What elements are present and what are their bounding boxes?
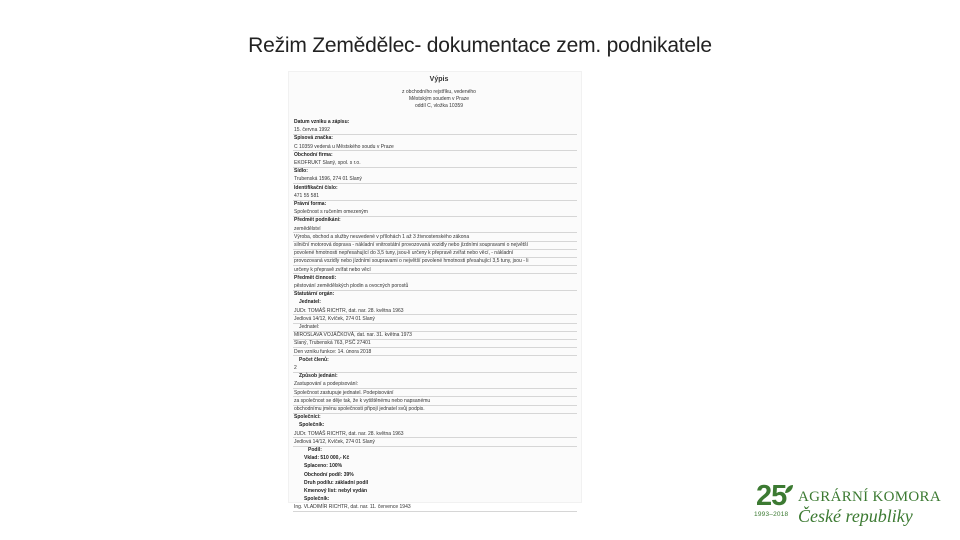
document-field-value: Společnost s ručením omezeným <box>294 209 368 216</box>
logo-name-line1: AGRÁRNÍ KOMORA <box>798 489 941 505</box>
logo-name-line2: České republiky <box>798 506 913 526</box>
document-field-label: Druh podílu: základní podíl <box>304 479 369 486</box>
document-field-value: 15. června 1992 <box>294 127 330 134</box>
leaf-icon <box>784 484 794 494</box>
scanned-document <box>289 72 581 511</box>
document-field-value: Zastupování a podepisování: <box>294 381 359 388</box>
document-field-label: Sídlo: <box>294 168 308 175</box>
document-field-value: C 10359 vedená u Městského soudu v Praze <box>294 143 394 150</box>
document-field-value: Den vzniku funkce: 14. února 2018 <box>294 348 372 355</box>
document-field-value: Slaný, Trubenská 763, PSČ 27401 <box>294 340 371 347</box>
document-heading: Výpis <box>429 76 449 83</box>
document-field-label: Společník: <box>304 496 330 503</box>
agrarni-komora-logo <box>752 480 952 530</box>
document-field-label: Právní forma: <box>294 201 327 207</box>
document-field-label: Způsob jednání: <box>299 373 338 380</box>
document-field-value: určeny k přepravě zvířat nebo věcí <box>294 266 371 273</box>
document-field-value: Jedlová 14/12, Kvíček, 274 01 Slaný <box>294 438 375 445</box>
document-field-value: obchodnímu jménu společnosti připojí jednatel svůj podpis. <box>294 406 425 412</box>
document-field-value: pěstování zemědělských plodin a ovocných porostů <box>294 283 409 289</box>
document-field-label: Vklad: 510 000,- Kč <box>304 455 350 462</box>
document-field-label: Předmět podnikání: <box>294 217 341 224</box>
document-field-value: MIROSLAVA VOJÁČKOVÁ, dat. nar. 31. května 1973 <box>294 332 412 339</box>
document-subheading: oddíl C, vložka 10359 <box>414 103 464 109</box>
document-field-value: provozovaná vozidly nebo jízdními soupravami o největší povolené hmotnosti přesahující 3,5 tuny, jsou - li <box>294 258 529 265</box>
document-field-label: Společník: <box>299 422 325 429</box>
document-field-value: silniční motorová doprava - nákladní vnitrostátní provozovaná vozidly nebo jízdními soupravami o největší <box>294 242 529 248</box>
document-field-label: Splaceno: 100% <box>304 463 343 470</box>
document-field-value: Ing. VLADIMÍR RICHTR, dat. nar. 11. července 1943 <box>294 504 411 511</box>
document-field-label: Spisová značka: <box>294 135 333 142</box>
logo-anniversary-number: 25 <box>756 480 787 512</box>
document-field-label: Identifikační číslo: <box>294 184 338 191</box>
document-field-value: Výroba, obchod a služby neuvedené v přílohách 1 až 3 živnostenského zákona <box>294 233 470 240</box>
document-field-label: Obchodní podíl: 39% <box>304 471 354 478</box>
logo-years: 1993–2018 <box>754 511 789 518</box>
field-divider <box>293 511 577 512</box>
document-field-label: Společníci: <box>294 414 321 421</box>
document-field-label: Počet členů: <box>299 356 329 363</box>
document-field-value: Trubenská 1596, 274 01 Slaný <box>294 176 362 183</box>
document-field-value: povolené hmotnosti nepřesahující do 3,5 tuny, jsou-li určeny k přepravě zvířat nebo věcí, - nákladní <box>294 250 514 257</box>
document-field-value: Jedlová 14/12, Kvíček, 274 01 Slaný <box>294 315 375 322</box>
document-subheading: Městským soudem v Praze <box>408 96 470 102</box>
document-field-value: JUDr. TOMÁŠ RICHTR, dat. nar. 28. května 1963 <box>294 307 404 314</box>
document-field-value: 471 55 581 <box>294 192 320 199</box>
document-subheading: z obchodního rejstříku, vedeného <box>402 89 476 95</box>
document-field-label: Jednatel: <box>299 299 321 306</box>
document-field-label: Kmenový list: nebyl vydán <box>304 488 368 494</box>
slide-title: Režim Zemědělec- dokumentace zem. podnikatele <box>248 34 712 57</box>
document-field-label: Statutární orgán: <box>294 291 335 298</box>
document-field-label: Podíl: <box>308 447 322 453</box>
document-field-value: Jednatel: <box>299 324 320 330</box>
document-field-value: za společnost se děje tak, že k vytištěnému nebo napsanému <box>294 397 431 404</box>
document-field-label: Obchodní firma: <box>294 151 333 158</box>
document-field-value: 2 <box>294 365 297 371</box>
document-field-label: Datum vzniku a zápisu: <box>294 119 350 125</box>
document-field-value: JUDr. TOMÁŠ RICHTR, dat. nar. 28. května 1963 <box>294 430 404 437</box>
document-field-value: zemědělství <box>294 225 321 232</box>
document-field-value: EKOFRUKT Slaný, spol. s r.o. <box>294 160 361 166</box>
document-field-value: Společnost zastupuje jednatel. Podepisování <box>294 389 394 396</box>
document-field-label: Předmět činnosti: <box>294 274 337 281</box>
